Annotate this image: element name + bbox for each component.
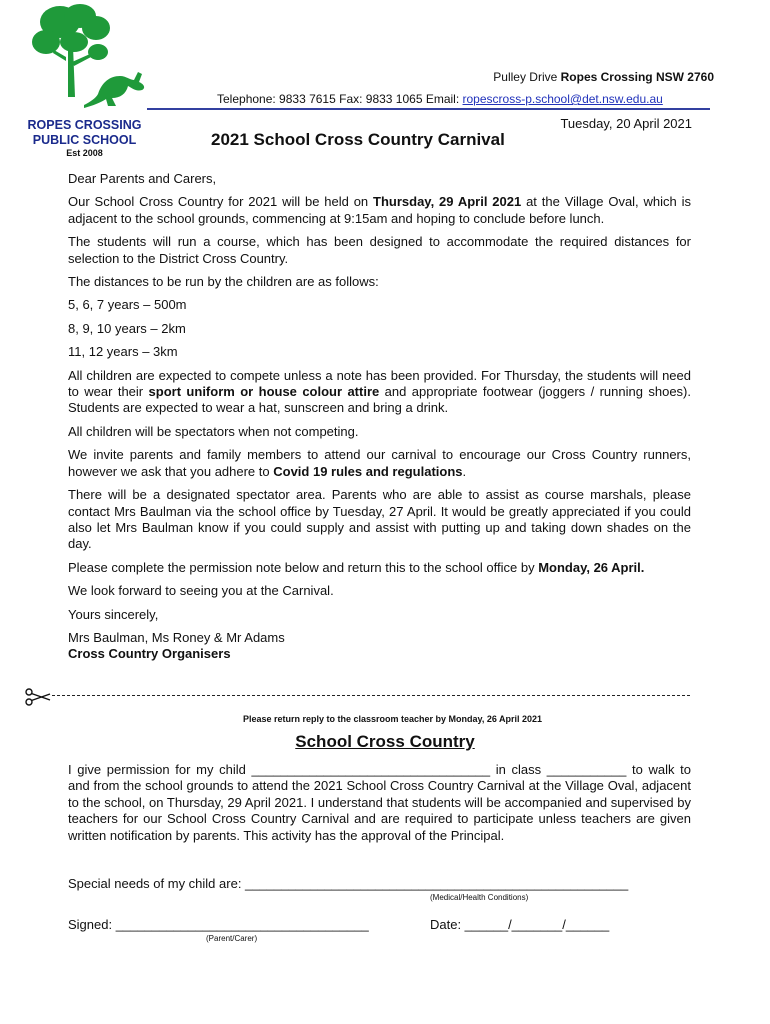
greeting: Dear Parents and Carers,: [68, 171, 217, 186]
distance-3: 11, 12 years – 3km: [68, 344, 178, 360]
p6-text-end: .: [462, 463, 467, 479]
letter-date: Tuesday, 20 April 2021: [560, 116, 692, 131]
school-logo: [18, 2, 178, 114]
paragraph-8: [68, 560, 691, 576]
school-est: Est 2008: [66, 148, 103, 158]
paragraph-5: All children will be spectators when not competing.: [68, 423, 359, 439]
paragraph-3: The distances to be run by the children are as follows:: [68, 274, 379, 290]
school-contact: [217, 92, 663, 106]
p1-text-end: at the Village Oval, which is adjacent to the school grounds, commencing at 9:15am and hoping to conclude before lunch.: [68, 194, 691, 226]
scissors-icon: [24, 688, 52, 706]
cut-line: [52, 695, 690, 696]
email-link[interactable]: ropescross-p.school@det.nsw.edu.au: [462, 92, 663, 106]
letter-title: 2021 School Cross Country Carnival: [211, 130, 505, 149]
p6-text: We invite parents and family members to attend our carnival to encourage our Cross Country runners, however we ask that you adhere to: [68, 447, 691, 479]
letter-body: [68, 171, 691, 663]
school-name-line1: ROPES CROSSING: [27, 118, 142, 132]
school-name-line2: PUBLIC SCHOOL: [32, 133, 137, 147]
school-address: [493, 70, 714, 84]
p1-text: Our School Cross Country for 2021 will be held on: [68, 194, 374, 210]
return-note: Please return reply to the classroom teacher by Monday, 26 April 2021: [242, 714, 543, 724]
header-rule: [147, 108, 710, 110]
reply-title: School Cross Country: [295, 732, 475, 751]
paragraph-4: [68, 368, 691, 417]
date-field[interactable]: Date: ______/_______/______: [430, 917, 610, 932]
parent-label: (Parent/Carer): [206, 934, 258, 943]
paragraph-9: We look forward to seeing you at the Carnival.: [68, 583, 334, 599]
p4-uniform: sport uniform or house colour attire: [148, 384, 380, 400]
distance-1: 5, 6, 7 years – 500m: [68, 297, 187, 313]
paragraph-7: There will be a designated spectator area. Parents who are able to assist as course marshals, please contact Mrs Baulman via the school office by Tuesday, 27 April. It would be greatly appreciated if you could also let Mrs Baulman know if you could supply and assist with putting up and taking down shades on the day.: [68, 487, 691, 552]
signatories: Mrs Baulman, Ms Roney & Mr Adams: [68, 629, 285, 645]
p4-text: All children are expected to compete unless a note has been provided. For Thursday, the students will need to wear their: [68, 367, 691, 400]
closing: Yours sincerely,: [68, 606, 159, 622]
paragraph-1: [68, 194, 691, 227]
school-name: [22, 118, 147, 148]
signatory-title: [68, 646, 691, 662]
organisers: Cross Country Organisers: [68, 646, 231, 662]
p1-date: Thursday, 29 April 2021: [373, 194, 522, 210]
address-street: Pulley Drive: [493, 70, 561, 84]
paragraph-2: The students will run a course, which has been designed to accommodate the required distances for selection to the District Cross Country.: [68, 234, 691, 266]
signature-field[interactable]: Signed: ___________________________________: [68, 917, 369, 932]
p8-text: Please complete the permission note below and return this to the school office by: [68, 559, 539, 575]
p8-deadline: Monday, 26 April.: [538, 559, 645, 575]
paragraph-6: [68, 447, 691, 480]
permission-text: I give permission for my child _________________________________ in class ___________ to walk to and from the school grounds to attend the 2021 School Cross Country Carnival at the Village Oval, adjacent to the school, on Thursday, 29 April 2021. I understand that students will be accompanied and supervised by teachers for our School Cross Country Carnival and are required to participate unless teachers are given written notification by parents. This activity has the approval of the Principal.: [68, 762, 691, 843]
medical-label: (Medical/Health Conditions): [430, 893, 529, 902]
p6-covid: Covid 19 rules and regulations: [273, 463, 463, 479]
address-suburb: Ropes Crossing NSW 2760: [560, 70, 714, 84]
phone-fax: Telephone: 9833 7615 Fax: 9833 1065 Email:: [217, 92, 463, 106]
p4-text-end: and appropriate footwear (joggers / running shoes). Students are expected to wear a hat, sunscreen and bring a drink.: [68, 384, 691, 416]
distance-2: 8, 9, 10 years – 2km: [68, 320, 186, 336]
special-needs-field[interactable]: Special needs of my child are: _____________________________________________________: [68, 876, 629, 891]
